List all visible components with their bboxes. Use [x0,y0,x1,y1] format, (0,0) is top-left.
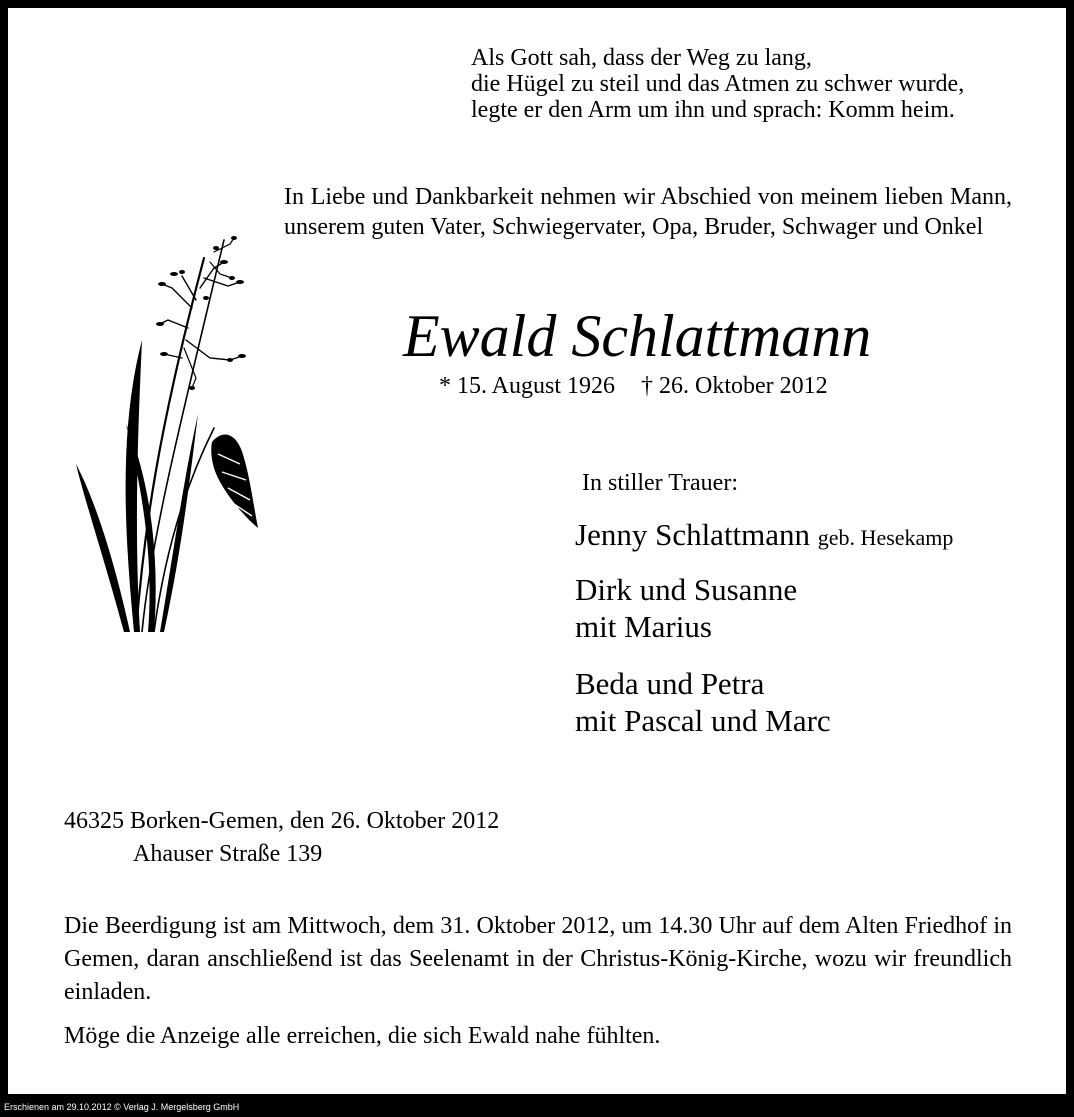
life-dates [439,371,828,401]
death-date: † 26. Oktober 2012 [641,373,828,399]
mourner-name: Beda und Petra [575,666,765,701]
grass-plant-illustration-icon [64,228,258,632]
closing-text: Möge die Anzeige alle erreichen, die sich Ewald nahe fühlten. [64,1023,661,1049]
birth-date: * 15. August 1926 [439,373,616,399]
street-address: Ahauser Straße 139 [133,841,323,867]
mourning-label: In stiller Trauer: [582,470,738,496]
poem-line: Als Gott sah, dass der Weg zu lang, [471,45,812,71]
publication-footer: Erschienen am 29.10.2012 © Verlag J. Mergelsberg GmbH [4,1102,240,1112]
poem-line: legte er den Arm um ihn und sprach: Komm heim. [471,97,955,123]
obituary-card [8,8,1066,1094]
place-date: 46325 Borken-Gemen, den 26. Oktober 2012 [64,808,500,834]
mourner-entry [575,571,797,645]
mourner-entry [575,516,953,556]
poem [471,45,1071,123]
intro-text: In Liebe und Dankbarkeit nehmen wir Abschied von meinem lieben Mann, unserem guten Vater, Schwiegervater, Opa, Bruder, Schwager und Onkel [284,184,1012,240]
deceased-name: Ewald Schlattmann [403,303,872,369]
mourner-maiden-name: geb. Hesekamp [817,525,954,550]
burial-text: Die Beerdigung ist am Mittwoch, dem 31. Oktober 2012, um 14.30 Uhr auf dem Alten Friedhof in Gemen, daran anschließend ist das Seelenamt in der Christus-König-Kirche, wozu wir freundlich einladen. [64,913,1012,1005]
address-block [64,805,499,871]
mourner-children: mit Pascal und Marc [575,703,831,738]
mourner-entry [575,665,831,739]
mourner-children: mit Marius [575,609,712,644]
poem-line: die Hügel zu steil und das Atmen zu schwer wurde, [471,71,965,97]
mourner-name: Dirk und Susanne [575,572,798,607]
mourner-name: Jenny Schlattmann [575,517,811,552]
